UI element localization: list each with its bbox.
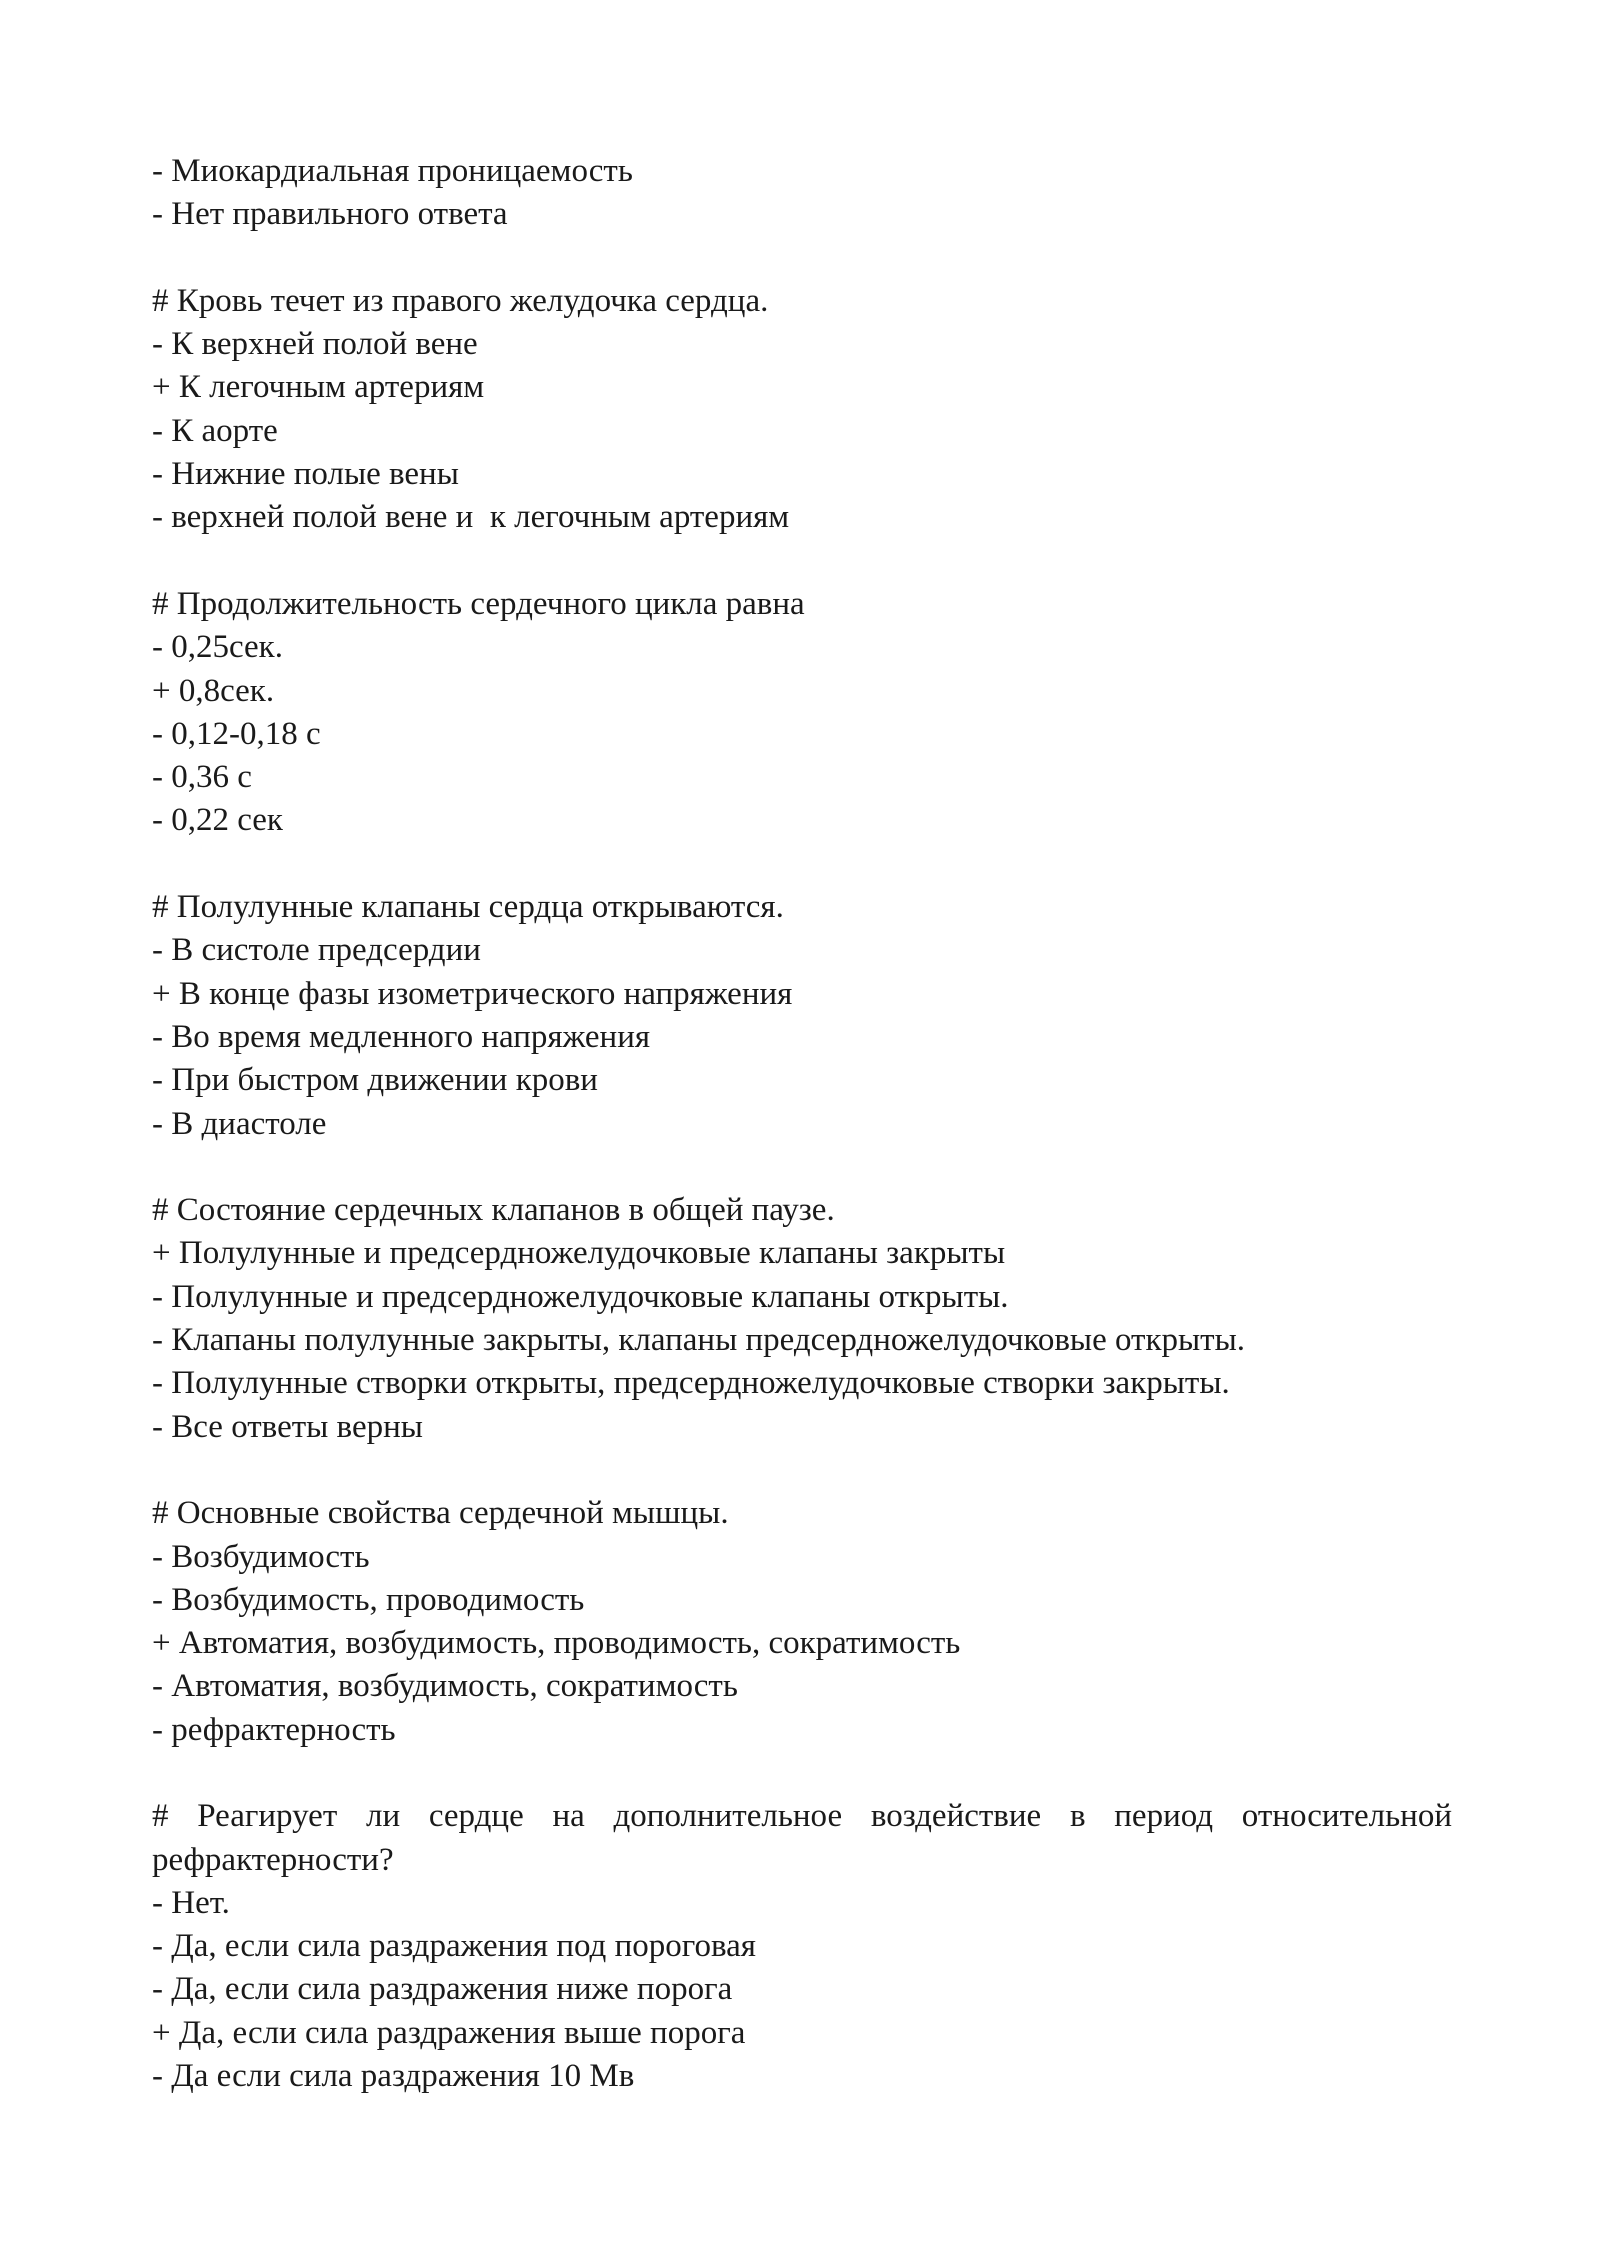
option-line-correct: + Да, если сила раздражения выше порога: [152, 2014, 746, 2051]
question-text: # Основные свойства сердечной мышцы.: [152, 1495, 729, 1532]
option-line: - рефрактерность: [152, 1711, 396, 1748]
question-block-6: [152, 1795, 1452, 2098]
option-line-correct: + В конце фазы изометрического напряжения: [152, 975, 793, 1012]
question-block-2: [152, 583, 1452, 843]
option-line: - Миокардиальная проницаемость: [152, 153, 633, 189]
option-line: - Возбудимость: [152, 1538, 370, 1575]
document-page: [152, 150, 1452, 2098]
option-line: - 0,36 с: [152, 759, 252, 796]
option-line: - К верхней полой вене: [152, 326, 478, 363]
option-line: - Да если сила раздражения 10 Мв: [152, 2058, 635, 2095]
option-line: - К аорте: [152, 412, 278, 449]
option-line: - Да, если сила раздражения ниже порога: [152, 1971, 733, 2008]
question-block-5: [152, 1492, 1452, 1752]
option-line: - Полулунные створки открыты, предсердножелудочковые створки закрыты.: [152, 1365, 1230, 1402]
option-line: - Автоматия, возбудимость, сократимость: [152, 1668, 738, 1705]
option-line-correct: + К легочным артериям: [152, 369, 485, 406]
option-line: - Полулунные и предсердножелудочковые клапаны открыты.: [152, 1278, 1009, 1315]
option-line: - В систоле предсердии: [152, 932, 481, 969]
option-line: - Возбудимость, проводимость: [152, 1581, 585, 1618]
option-line: - Нижние полые вены: [152, 456, 459, 493]
option-line: - Во время медленного напряжения: [152, 1018, 651, 1055]
option-line: - Нет.: [152, 1884, 230, 1921]
question-block-1: [152, 280, 1452, 540]
option-line-correct: + 0,8сек.: [152, 672, 275, 709]
option-line: - При быстром движении крови: [152, 1062, 598, 1099]
option-line: - Клапаны полулунные закрыты, клапаны предсердножелудочковые открыты.: [152, 1322, 1246, 1359]
question-text: # Продолжительность сердечного цикла равна: [152, 585, 805, 622]
lead-options: [152, 150, 1452, 237]
question-block-3: [152, 886, 1452, 1146]
option-line: - 0,22 сек: [152, 802, 283, 839]
option-line: - В диастоле: [152, 1105, 327, 1142]
option-line: - 0,25сек.: [152, 629, 283, 666]
option-line-correct: + Полулунные и предсердножелудочковые клапаны закрыты: [152, 1235, 1006, 1272]
question-block-4: [152, 1189, 1452, 1449]
option-line: - 0,12-0,18 с: [152, 715, 321, 752]
question-text: # Реагирует ли сердце на дополнительное воздействие в период относительной рефрактерности?: [152, 1798, 1452, 1878]
option-line-correct: + Автоматия, возбудимость, проводимость, сократимость: [152, 1625, 961, 1662]
option-line: - Да, если сила раздражения под пороговая: [152, 1928, 756, 1965]
option-line: - верхней полой вене и к легочным артериям: [152, 499, 790, 536]
question-text: # Кровь течет из правого желудочка сердца.: [152, 282, 769, 319]
option-line: - Все ответы верны: [152, 1408, 423, 1445]
question-text: # Полулунные клапаны сердца открываются.: [152, 889, 784, 926]
option-line: - Нет правильного ответа: [152, 196, 508, 233]
question-text: # Состояние сердечных клапанов в общей паузе.: [152, 1192, 835, 1229]
